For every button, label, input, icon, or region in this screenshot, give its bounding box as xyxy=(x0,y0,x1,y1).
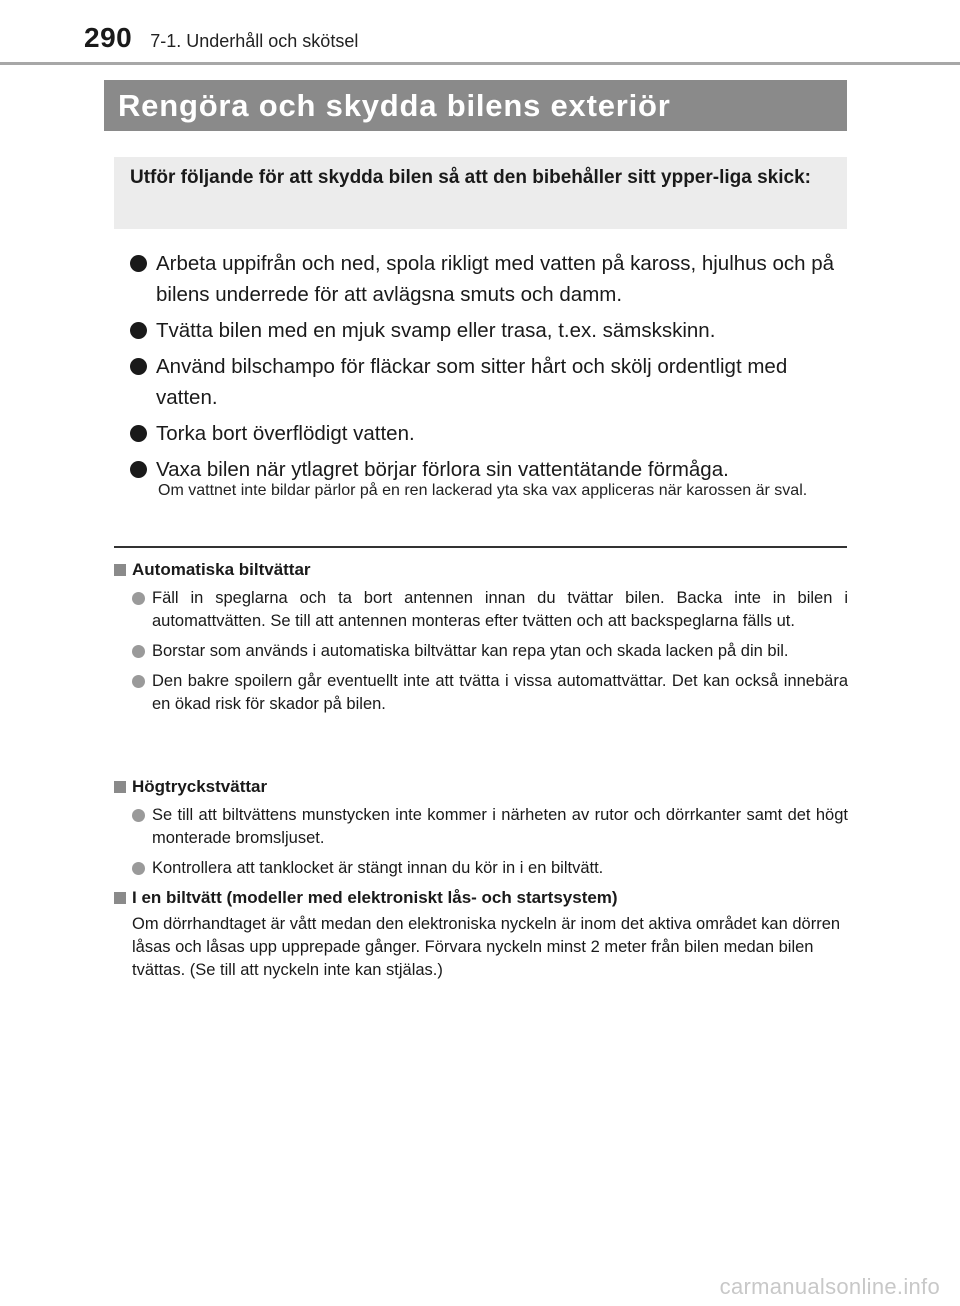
bullet-icon xyxy=(130,358,147,375)
page-number: 290 xyxy=(84,22,133,53)
page-header xyxy=(84,22,358,58)
list-item xyxy=(130,248,846,310)
section-heading-text: Högtryckstvättar xyxy=(132,777,268,796)
list-item-text: Kontrollera att tanklocket är stängt innan du kör in i en biltvätt. xyxy=(152,859,604,877)
list-item xyxy=(130,315,846,346)
section-heading xyxy=(114,559,848,581)
main-list xyxy=(130,248,846,490)
list-item-text: Borstar som används i automatiska biltvättar kan repa ytan och skada lacken på din bil. xyxy=(152,642,789,660)
list-item-text: Använd bilschampo för fläckar som sitter hårt och skölj ordentligt med vatten. xyxy=(156,355,788,409)
bullet-icon xyxy=(132,862,145,875)
list-item-text: Torka bort överflödigt vatten. xyxy=(156,422,415,445)
list-item-text: Arbeta uppifrån och ned, spola rikligt med vatten på kaross, hjulhus och på bilens underrede för att avlägsna smuts och damm. xyxy=(156,252,835,306)
list-item-text: Fäll in speglarna och ta bort antennen innan du tvättar bilen. Backa inte in bilen i automattvätten. Se till att antennen monteras efter tvätten och att backspeglarna fälls ut. xyxy=(152,589,848,630)
list-item xyxy=(130,351,846,413)
header-rule xyxy=(0,62,960,65)
list-item xyxy=(114,857,848,880)
list-item xyxy=(130,418,846,449)
list-item-text: Se till att biltvättens munstycken inte kommer i närheten av rutor och dörrkanter samt det högt monterade bromsljuset. xyxy=(152,806,848,847)
bullet-icon xyxy=(130,461,147,478)
list-item xyxy=(114,587,848,633)
list-item-text: Tvätta bilen med en mjuk svamp eller trasa, t.ex. sämskskinn. xyxy=(156,319,716,342)
square-bullet-icon xyxy=(114,892,126,904)
automatic-carwash-section xyxy=(114,559,848,723)
bullet-icon xyxy=(132,809,145,822)
watermark: carmanualsonline.info xyxy=(719,1274,940,1299)
section-heading xyxy=(114,776,848,798)
square-bullet-icon xyxy=(114,564,126,576)
section-divider xyxy=(114,546,847,548)
section-heading xyxy=(114,887,848,909)
bullet-icon xyxy=(130,322,147,339)
high-pressure-section xyxy=(114,776,848,887)
bullet-icon xyxy=(130,255,147,272)
list-item-text: Vaxa bilen när ytlagret börjar förlora sin vattentätande förmåga. xyxy=(156,458,729,481)
square-bullet-icon xyxy=(114,781,126,793)
section-heading-text: I en biltvätt (modeller med elektroniskt lås- och startsystem) xyxy=(132,888,618,907)
bullet-icon xyxy=(130,425,147,442)
bullet-icon xyxy=(132,645,145,658)
list-item-text: Den bakre spoilern går eventuellt inte att tvätta i vissa automattvättar. Det kan också innebära en ökad risk för skador på bilen. xyxy=(152,672,848,713)
list-item xyxy=(114,804,848,850)
intro-box: Utför följande för att skydda bilen så att den bibehåller sitt ypper-liga skick: xyxy=(114,157,847,229)
section-heading-text: Automatiska biltvättar xyxy=(132,560,311,579)
section-title: Rengöra och skydda bilens exteriör xyxy=(104,80,847,131)
list-item xyxy=(114,640,848,663)
sub-list xyxy=(114,587,848,716)
section-paragraph: Om dörrhandtaget är vått medan den elektroniska nyckeln är inom det aktiva området kan dörren låsas och låsas upp upprepade gånger. Förvara nyckeln minst 2 meter från bilen medan bilen tvättas. (Se till att nyckeln inte kan stjälas.) xyxy=(132,915,841,979)
chapter-title: 7-1. Underhåll och skötsel xyxy=(150,31,359,51)
note-text: Om vattnet inte bildar pärlor på en ren lackerad yta ska vax appliceras när karossen är sval. xyxy=(158,482,808,499)
bullet-icon xyxy=(132,675,145,688)
electronic-key-carwash-section xyxy=(114,887,848,982)
list-item xyxy=(114,670,848,716)
bullet-icon xyxy=(132,592,145,605)
sub-list xyxy=(114,804,848,880)
